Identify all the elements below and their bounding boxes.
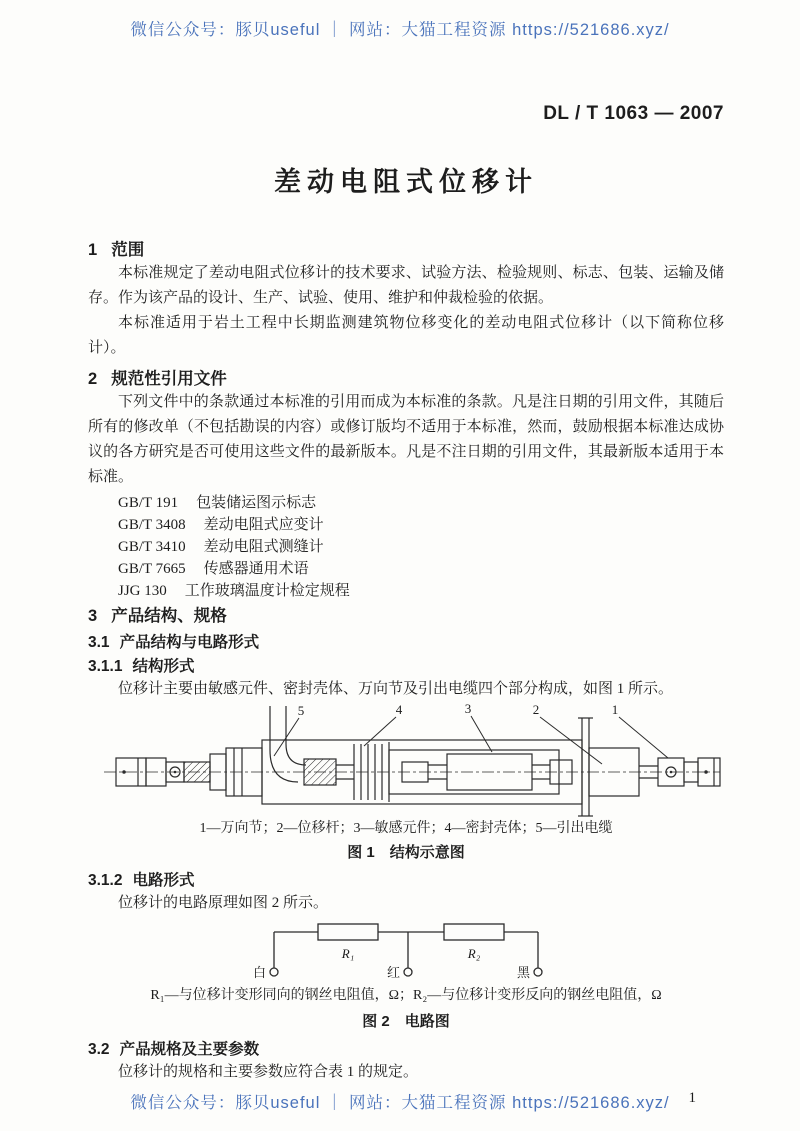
section-3-1-2-number: 3.1.2 [88, 872, 123, 889]
reference-title: 包装储运图示标志 [196, 495, 317, 511]
section-3-title: 产品结构、规格 [111, 607, 227, 625]
reference-code: JJG 130 [118, 583, 167, 599]
reference-title: 传感器通用术语 [203, 561, 309, 577]
section-2-heading [88, 369, 724, 390]
callout-1: 1 [611, 704, 619, 717]
section-3-1-2-title: 电路形式 [132, 872, 195, 889]
section-3-1-heading [88, 632, 724, 653]
reference-item [118, 492, 724, 514]
reference-code: GB/T 3408 [118, 517, 186, 533]
reference-code: GB/T 7665 [118, 561, 186, 577]
section-2-number: 2 [88, 370, 98, 388]
section-3-1-number: 3.1 [88, 634, 110, 651]
section-3-2-heading [88, 1039, 724, 1060]
figure-2-caption: 图 2 电路图 [362, 1013, 450, 1030]
watermark-top: 微信公众号：豚贝useful ｜ 网站：大猫工程资源 https://521686.xyz/ [130, 21, 670, 39]
callout-2: 2 [532, 704, 540, 717]
section-3-1-1-number: 3.1.1 [88, 658, 123, 675]
leader-3 [471, 716, 492, 752]
section-3-2-title: 产品规格及主要参数 [119, 1041, 260, 1058]
figure-2-legend: R₁—与位移计变形同向的钢丝电阻值，Ω；R₂—与位移计变形反向的钢丝电阻值，Ω [150, 988, 662, 1003]
callout-4: 4 [395, 704, 403, 717]
callout-3: 3 [464, 704, 472, 716]
section-1-paragraph-1: 本标准规定了差动电阻式位移计的技术要求、试验方法、检验规则、标志、包装、运输及储存。作为该产品的设计、生产、试验、使用、维护和仲裁检验的依据。 [88, 265, 724, 306]
reference-item [118, 580, 724, 602]
section-3-1-1-heading [88, 656, 724, 677]
section-3-1-title: 产品结构与电路形式 [119, 634, 260, 651]
resistor-r1-symbol [318, 924, 378, 940]
section-1-heading [88, 240, 724, 261]
reference-list [118, 492, 724, 602]
section-2-title: 规范性引用文件 [111, 370, 227, 388]
figure-1 [88, 704, 724, 864]
section-3-1-1-paragraph: 位移计主要由敏感元件、密封壳体、万向节及引出电缆四个部分构成，如图 1 所示。 [118, 681, 674, 697]
reference-code: GB/T 3410 [118, 539, 186, 555]
reference-item [118, 558, 724, 580]
red-terminal-label: 红 [386, 965, 400, 980]
watermark-bottom: 微信公众号：豚贝useful ｜ 网站：大猫工程资源 https://521686.xyz/ [130, 1094, 670, 1112]
document-title: 差动电阻式位移计 [274, 167, 538, 197]
circuit-diagram [246, 918, 566, 984]
structure-diagram [102, 704, 722, 819]
black-terminal-label: 黑 [516, 965, 530, 980]
reference-item [118, 536, 724, 558]
section-2-paragraph-1: 下列文件中的条款通过本标准的引用而成为本标准的条款。凡是注日期的引用文件，其随后所有的修改单（不包括勘误的内容）或修订版均不适用于本标准，然而，鼓励根据本标准达成协议的各方研究是否可使用这些文件的最新版本。凡是不注日期的引用文件，其最新版本适用于本标准。 [88, 394, 724, 485]
figure-1-caption: 图 1 结构示意图 [347, 844, 465, 861]
reference-title: 工作玻璃温度计检定规程 [184, 583, 350, 599]
reference-code: GB/T 191 [118, 495, 179, 511]
leader-1 [619, 717, 668, 758]
section-3-2-number: 3.2 [88, 1041, 110, 1058]
page-number: 1 [688, 1090, 696, 1106]
red-terminal [404, 968, 412, 976]
page-content [0, 104, 800, 1107]
section-3-1-2-heading [88, 870, 724, 891]
resistor-r2-symbol [444, 924, 504, 940]
section-3-1-2-paragraph: 位移计的电路原理如图 2 所示。 [118, 895, 329, 911]
figure-2 [88, 918, 724, 1033]
section-3-2-paragraph: 位移计的规格和主要参数应符合表 1 的规定。 [118, 1064, 419, 1080]
section-3-1-1-title: 结构形式 [132, 658, 195, 675]
resistor-r2-label: R₂ [467, 946, 481, 961]
reference-title: 差动电阻式测缝计 [203, 539, 324, 555]
reference-title: 差动电阻式应变计 [203, 517, 324, 533]
leader-4 [364, 717, 396, 746]
section-1-title: 范围 [111, 241, 145, 259]
reference-item [118, 514, 724, 536]
section-1-paragraph-2: 本标准适用于岩土工程中长期监测建筑物位移变化的差动电阻式位移计（以下简称位移计）。 [88, 315, 724, 356]
figure-1-legend: 1—万向节；2—位移杆；3—敏感元件；4—密封壳体；5—引出电缆 [199, 821, 613, 836]
section-3-number: 3 [88, 607, 98, 625]
section-3-heading [88, 606, 724, 627]
standard-number: DL / T 1063 — 2007 [543, 103, 724, 124]
section-1-number: 1 [88, 241, 98, 259]
white-terminal [270, 968, 278, 976]
black-terminal [534, 968, 542, 976]
callout-5: 5 [297, 704, 305, 718]
resistor-r1-label: R₁ [341, 946, 355, 961]
white-terminal-label: 白 [252, 965, 266, 980]
